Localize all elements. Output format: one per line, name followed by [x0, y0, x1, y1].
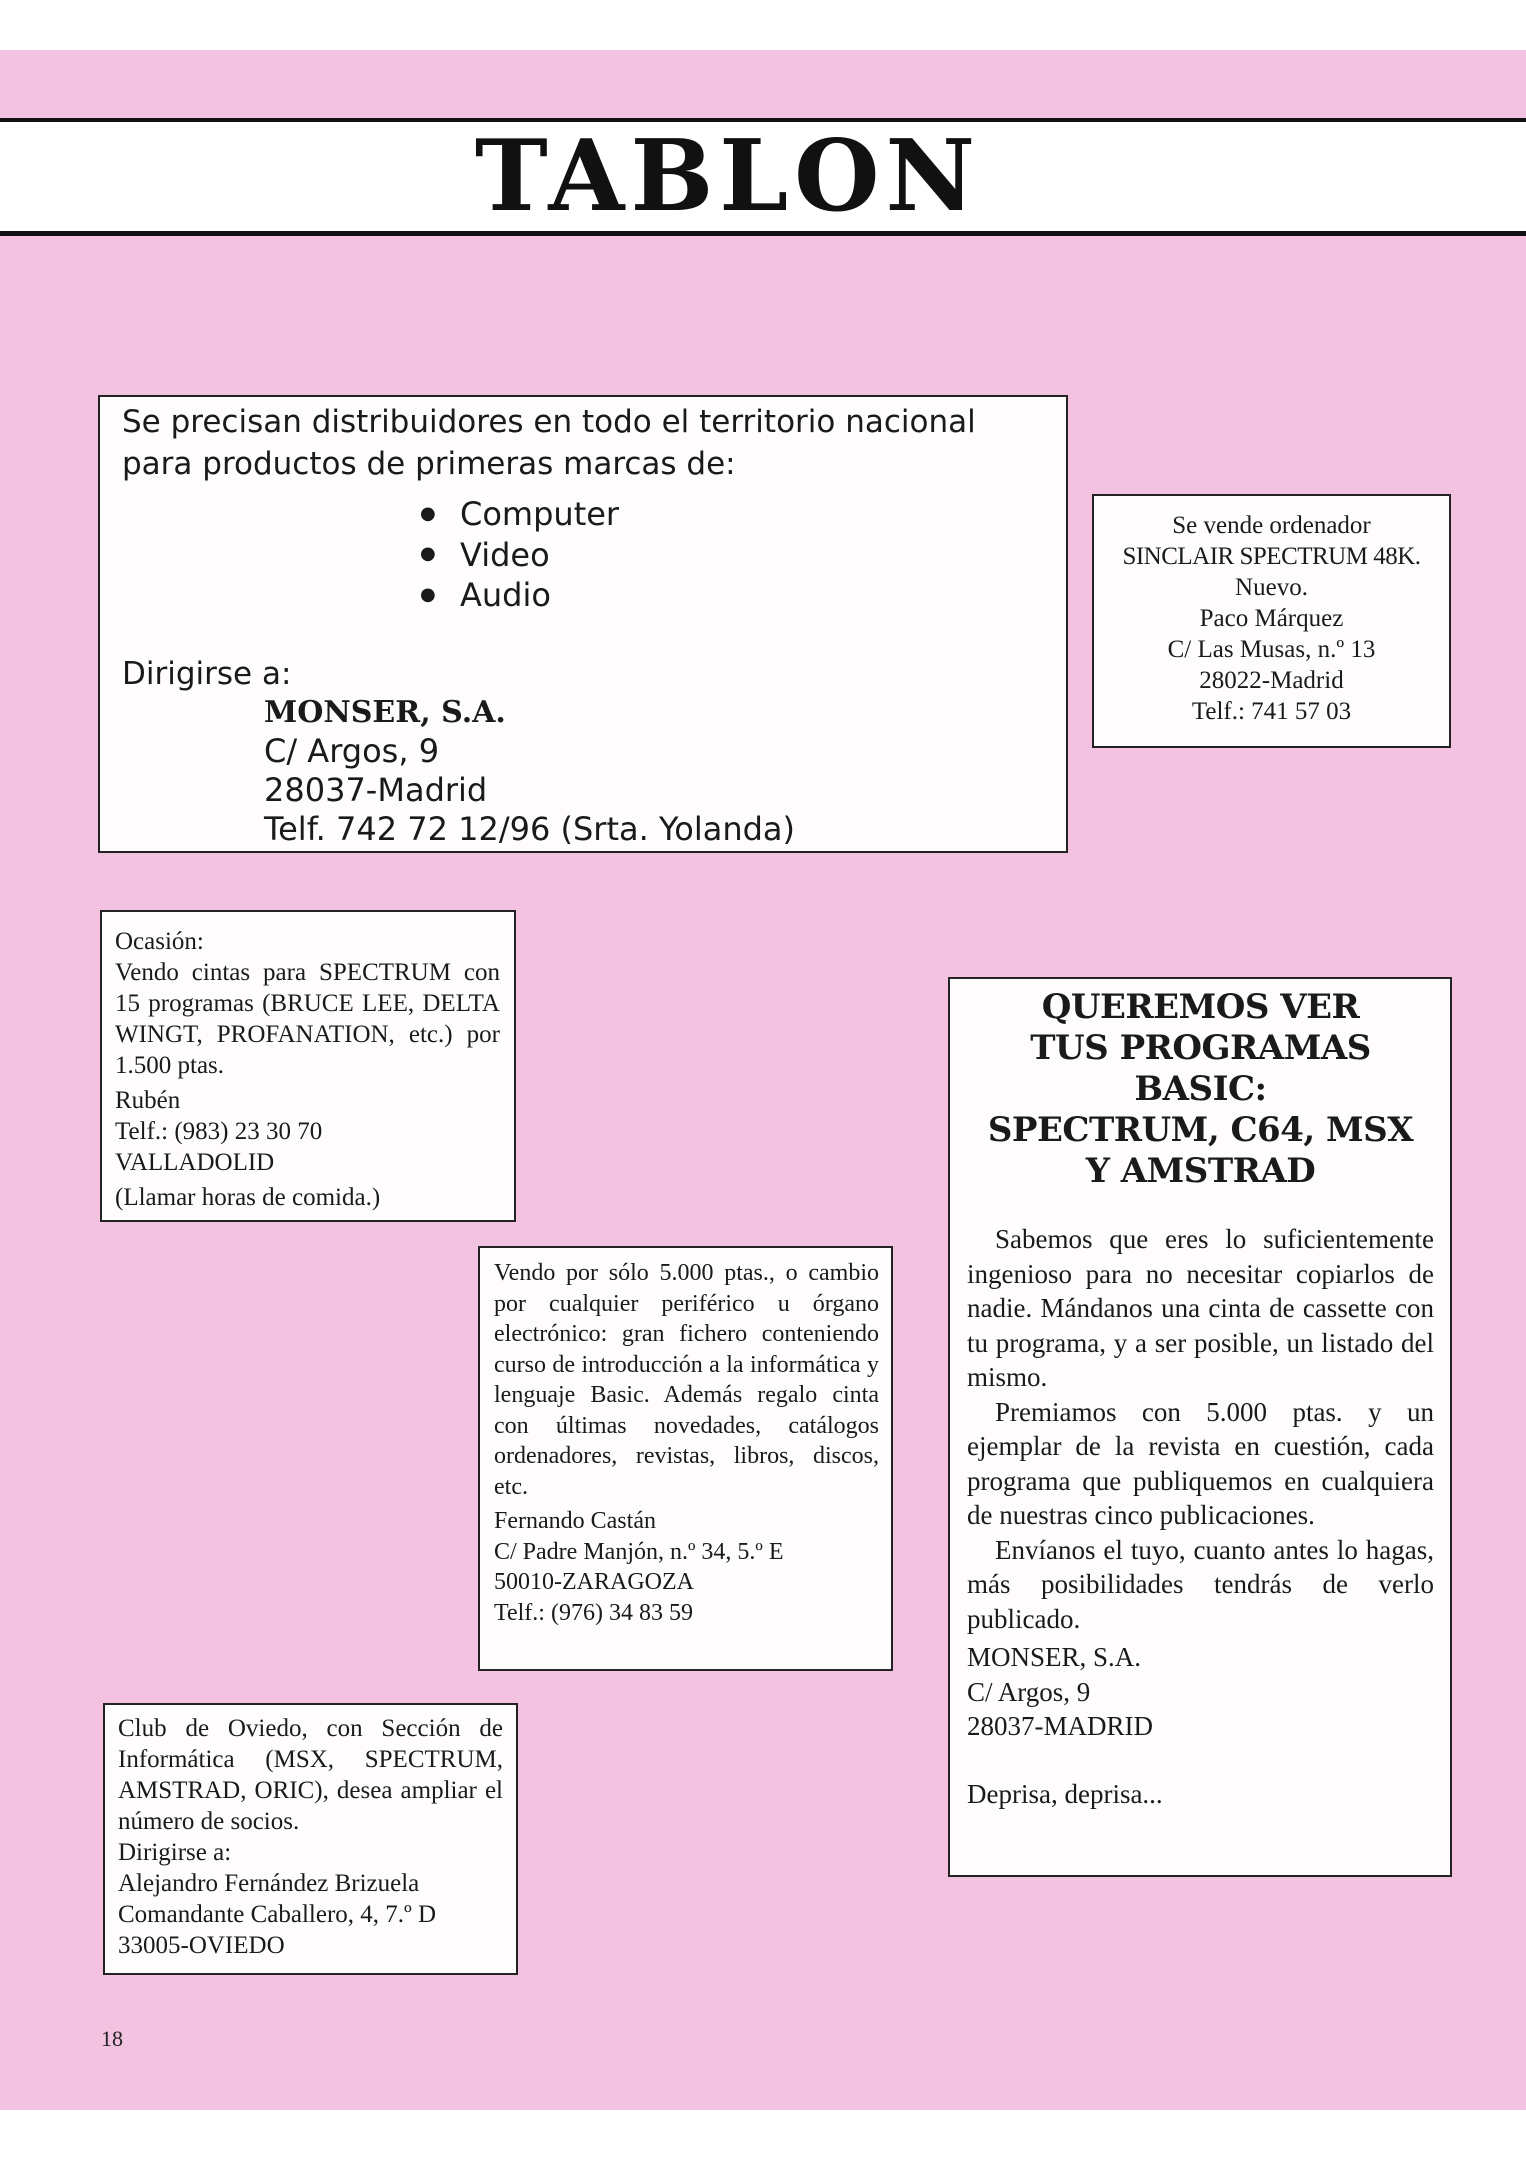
ad-body: Vendo por sólo 5.000 ptas., o cambio por cualquier periférico u órgano electrónico: gran fichero conteniendo curso de introducción a la informática y lenguaje Basic. Además regalo cinta con últimas novedades, catálogos ordenadores, revistas, libros, discos, etc. [494, 1260, 879, 1500]
masthead [0, 118, 1526, 236]
ad-paragraph: Envíanos el tuyo, cuanto antes lo hagas, más posibilidades tendrás de verlo publicado. [967, 1534, 1434, 1634]
ad-paragraph: Premiamos con 5.000 ptas. y un ejemplar de la revista en cuestión, cada programa que publiquemos en cualquiera de nuestras cinco publicaciones. [967, 1396, 1434, 1530]
page-title: TABLON [474, 119, 982, 234]
ad-body: Vendo cintas para SPECTRUM con 15 programas (BRUCE LEE, DELTA WINGT, PROFANATION, etc.) por 1.500 ptas. [115, 959, 500, 1079]
product-item: ● Computer [420, 495, 1044, 536]
headline-line: BASIC: [1134, 1069, 1267, 1109]
company-name: MONSER, S.A. [264, 694, 506, 730]
ad-paragraph: Sabemos que eres lo suficientemente ingenioso para no necesitar copiarlos de nadie. Mándanos una cinta de cassette con tu programa, y a ser posible, un listado del mismo. [967, 1224, 1434, 1392]
street: C/ Argos, 9 [264, 731, 440, 770]
street: C/ Padre Manjón, n.º 34, 5.º E [494, 1538, 784, 1565]
city: VALLADOLID [115, 1149, 275, 1176]
city: 28037-MADRID [967, 1711, 1153, 1741]
street: Comandante Caballero, 4, 7.º D [118, 1901, 437, 1928]
distributors-intro-line: Se precisan distribuidores en todo el territorio nacional [122, 404, 976, 440]
contact-name: Alejandro Fernández Brizuela [118, 1870, 420, 1897]
phone: Telf.: (976) 34 83 59 [494, 1599, 693, 1626]
club-ad [103, 1703, 518, 1975]
queremos-ad [948, 977, 1452, 1877]
ad-headline [967, 987, 1434, 1192]
page-number: 18 [101, 2026, 123, 2051]
headline-line: QUEREMOS VER [1041, 987, 1360, 1027]
contact-name: Rubén [115, 1087, 181, 1114]
city: 50010-ZARAGOZA [494, 1569, 694, 1595]
product-list [420, 495, 1044, 617]
phone: Telf. 742 72 12/96 (Srta. Yolanda) [264, 809, 796, 848]
distributors-ad [98, 395, 1068, 853]
vendo-ad [478, 1246, 893, 1671]
street: C/ Argos, 9 [967, 1676, 1091, 1707]
ad-line: Paco Márquez [1199, 605, 1344, 632]
ad-line: 28022-Madrid [1199, 667, 1344, 694]
sinclair-ad [1092, 494, 1451, 748]
city: 33005-OVIEDO [118, 1932, 285, 1959]
headline-line: Y AMSTRAD [1085, 1151, 1316, 1191]
ad-line: Nuevo. [1235, 574, 1308, 601]
closing-line: Deprisa, deprisa... [967, 1778, 1163, 1809]
ad-line: SINCLAIR SPECTRUM 48K. [1122, 543, 1421, 570]
distributors-intro-line: para productos de primeras marcas de: [122, 446, 736, 482]
ad-line: Telf.: 741 57 03 [1191, 698, 1352, 725]
contact-name: Fernando Castán [494, 1508, 656, 1534]
contact-label: Dirigirse a: [118, 1839, 232, 1866]
company-name: MONSER, S.A. [967, 1642, 1142, 1672]
ad-line: Se vende ordenador [1172, 512, 1371, 539]
headline-line: SPECTRUM, C64, MSX [987, 1110, 1414, 1150]
ad-body: Club de Oviedo, con Sección de Informática (MSX, SPECTRUM, AMSTRAD, ORIC), desea ampliar el número de socios. [118, 1715, 503, 1835]
contact-address [264, 693, 1044, 849]
ad-heading: Ocasión: [115, 928, 204, 955]
phone: Telf.: (983) 23 30 70 [115, 1118, 323, 1145]
city: 28037-Madrid [264, 770, 488, 809]
ad-note: (Llamar horas de comida.) [115, 1184, 381, 1211]
ad-line: C/ Las Musas, n.º 13 [1167, 636, 1376, 663]
headline-line: TUS PROGRAMAS [1030, 1028, 1371, 1068]
product-item: ● Video [420, 536, 1044, 577]
ocasion-ad [100, 910, 516, 1222]
product-item: ● Audio [420, 576, 1044, 617]
contact-label: Dirigirse a: [122, 655, 292, 692]
